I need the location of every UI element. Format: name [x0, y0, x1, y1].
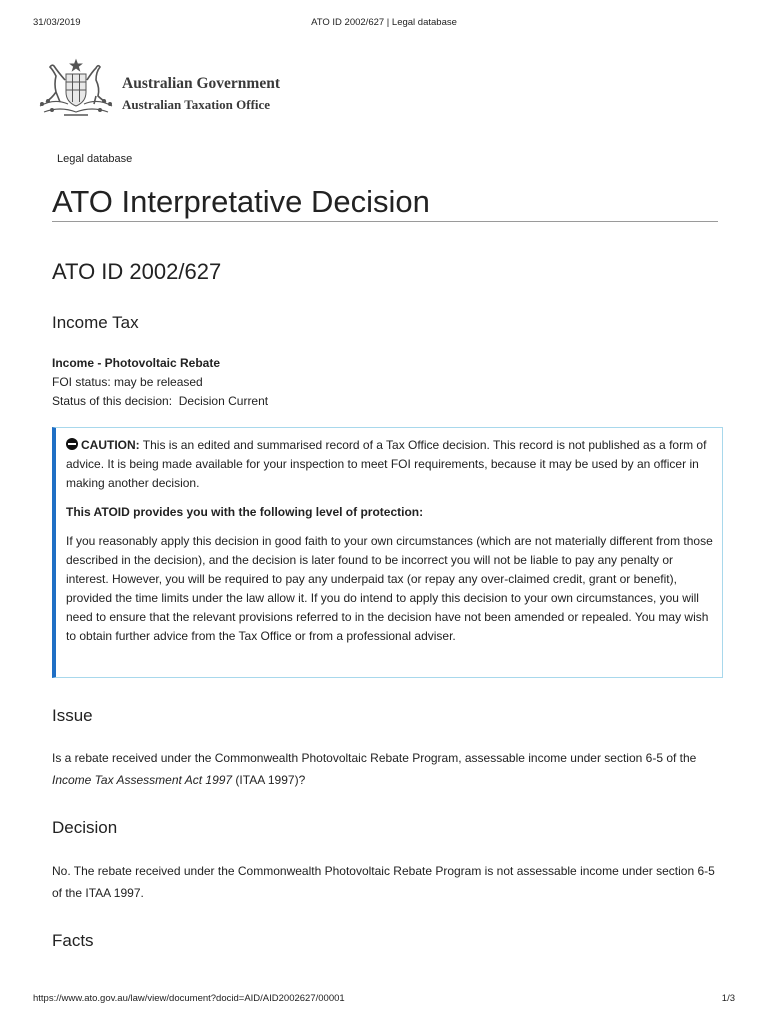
page-title: ATO Interpretative Decision — [52, 184, 430, 219]
coat-of-arms-icon — [34, 58, 118, 120]
title-divider — [52, 221, 718, 222]
protection-heading: This ATOID provides you with the following level of protection: — [66, 505, 424, 519]
logo-text — [122, 75, 280, 114]
document-id: ATO ID 2002/627 — [52, 259, 222, 284]
issue-text — [52, 747, 722, 791]
decision-text: No. The rebate received under the Commonwealth Photovoltaic Rebate Program is not assessable income under section 6-5 of the ITAA 1997. — [52, 864, 715, 900]
issue-heading: Issue — [52, 706, 93, 725]
print-document-title: ATO ID 2002/627 | Legal database — [311, 17, 457, 28]
logo-line-ato: Australian Taxation Office — [122, 97, 271, 112]
foi-status: FOI status: may be released — [52, 375, 203, 389]
caution-box — [52, 427, 723, 678]
document-subject: Income - Photovoltaic Rebate — [52, 356, 221, 370]
facts-heading: Facts — [52, 931, 94, 950]
issue-text-start: Is a rebate received under the Commonwealth Photovoltaic Rebate Program, assessable income under section 6-5 of the — [52, 751, 697, 765]
caution-label: CAUTION: — [81, 438, 140, 452]
print-header — [0, 17, 768, 31]
page-number: 1/3 — [721, 993, 735, 1004]
decision-status — [52, 392, 268, 411]
caution-text: This is an edited and summarised record of a Tax Office decision. This record is not published as a form of advice. It is being made available for your inspection to meet FOI requirements, because it may be used by an officer in making another decision. — [66, 438, 707, 490]
document-meta — [52, 354, 268, 411]
caution-paragraph — [66, 436, 716, 493]
document-category: Income Tax — [52, 313, 139, 332]
ato-logo[interactable] — [34, 58, 294, 122]
print-date: 31/03/2019 — [33, 17, 81, 28]
protection-text: If you reasonably apply this decision in good faith to your own circumstances (which are not materially different from those described in the decision), and the decision is later found to be incorrect you will not be liable to pay any penalty or interest. However, you will be required to pay any underpaid tax (or repay any over-claimed credit, grant or benefit), provided the time limits under the law allow it. If you do intend to apply this decision to your own circumstances, you will need to ensure that the relevant provisions referred to in the decision have not been amended or repealed. You may wish to obtain further advice from the Tax Office or from a professional adviser. — [66, 534, 713, 643]
decision-heading: Decision — [52, 818, 118, 837]
issue-text-end: (ITAA 1997)? — [232, 773, 306, 787]
decision-status-value: Decision Current — [178, 394, 269, 408]
print-url[interactable]: https://www.ato.gov.au/law/view/document?docid=AID/AID2002627/00001 — [33, 993, 345, 1004]
no-entry-icon — [66, 438, 78, 450]
logo-line-government: Australian Government — [122, 75, 281, 92]
breadcrumb-legal-database[interactable]: Legal database — [57, 153, 133, 165]
act-name: Income Tax Assessment Act 1997 — [52, 773, 233, 787]
decision-status-label: Status of this decision: — [52, 394, 173, 408]
